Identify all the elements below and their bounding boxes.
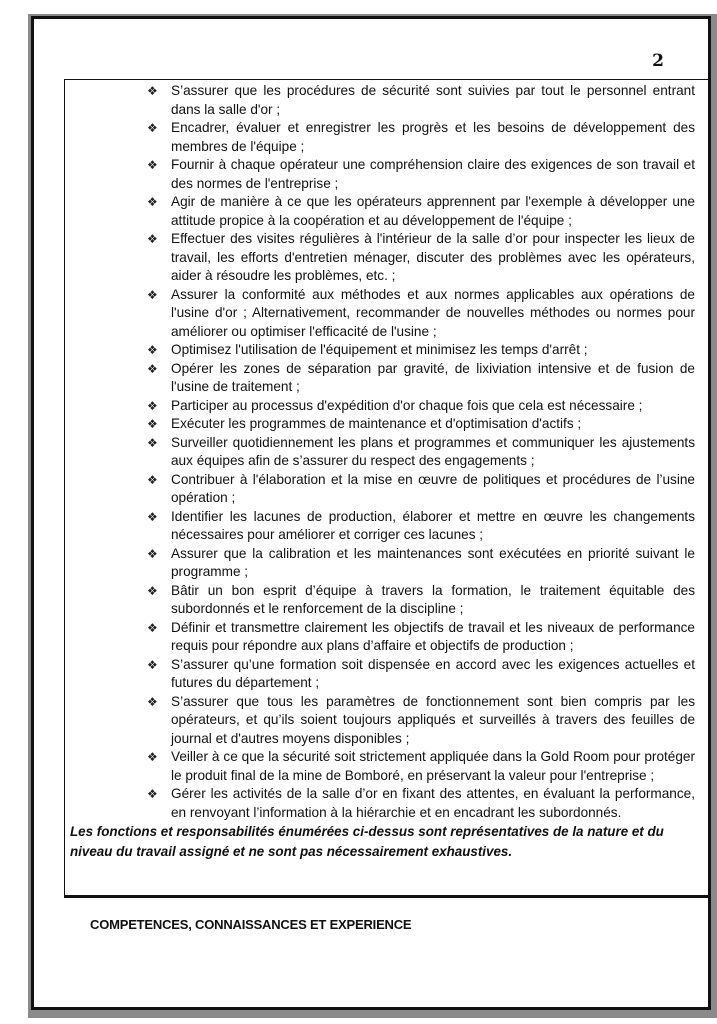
duty-item <box>147 471 695 508</box>
diamond-bullet-icon: ❖ <box>147 343 158 357</box>
diamond-bullet-icon: ❖ <box>147 583 158 598</box>
diamond-bullet-icon: ❖ <box>147 657 158 672</box>
diamond-bullet-icon: ❖ <box>147 232 158 246</box>
duty-item <box>147 286 695 342</box>
duty-item <box>147 545 695 582</box>
duty-text: S’assurer que tous les paramètres de fonctionnement sont bien compris par les opérateurs, et qu’ils soient toujours appliqués et surveillés à travers des feuilles de journal et d'autres moyens disponibles ; <box>171 693 695 746</box>
diamond-bullet-icon: ❖ <box>147 158 158 172</box>
duty-item <box>147 656 695 693</box>
duty-item <box>147 693 695 749</box>
duty-item <box>147 119 695 156</box>
diamond-bullet-icon: ❖ <box>147 361 158 376</box>
duty-text: Opérer les zones de séparation par gravité, de lixiviation intensive et de fusion de l'usine de traitement ; <box>171 360 695 394</box>
duty-text: Exécuter les programmes de maintenance et d'optimisation d'actifs ; <box>171 416 582 431</box>
disclaimer-note: Les fonctions et responsabilités énumérées ci-dessus sont représentatives de la nature et du niveau du travail assigné et ne sont pas nécessairement exhaustives. <box>70 824 664 859</box>
duty-item <box>147 748 695 785</box>
diamond-bullet-icon: ❖ <box>147 472 158 487</box>
duty-text: Agir de manière à ce que les opérateurs apprennent par l'exemple à développer une attitude propice à la coopération et au développement de l'équipe ; <box>171 194 695 228</box>
section-heading: COMPETENCES, CONNAISSANCES ET EXPERIENCE <box>90 917 412 932</box>
duty-text: Optimisez l'utilisation de l'équipement et minimisez les temps d'arrêt ; <box>171 342 588 357</box>
diamond-bullet-icon: ❖ <box>147 195 158 209</box>
duty-text: Surveiller quotidiennement les plans et programmes et communiquer les ajustements aux équipes afin de s’assurer du respect des engagements ; <box>171 434 695 468</box>
responsibilities-box <box>64 79 710 898</box>
duty-text: Gérer les activités de la salle d’or en fixant des attentes, en évaluant la performance, en renvoyant l’information à la hiérarchie et en encadrant les subordonnés. <box>171 786 695 820</box>
diamond-bullet-icon: ❖ <box>147 417 158 431</box>
duty-item <box>147 193 695 230</box>
duty-text: Définir et transmettre clairement les objectifs de travail et les niveaux de performance requis pour répondre aux plans d’affaire et objectifs de production ; <box>171 619 695 653</box>
duty-text: Encadrer, évaluer et enregistrer les progrès et les besoins de développement des membres de l'équipe ; <box>171 120 695 154</box>
diamond-bullet-icon: ❖ <box>147 694 158 709</box>
duty-text: S’assurer qu’une formation soit dispensée en accord avec les exigences actuelles et futures du département ; <box>171 656 695 690</box>
page-frame <box>31 16 711 1010</box>
duty-item <box>147 230 695 286</box>
duty-item <box>147 785 695 822</box>
diamond-bullet-icon: ❖ <box>147 287 158 302</box>
duty-item <box>147 82 695 119</box>
duty-text: Participer au processus d'expédition d'or chaque fois que cela est nécessaire ; <box>171 397 643 413</box>
duty-item <box>147 434 695 471</box>
diamond-bullet-icon: ❖ <box>147 787 158 801</box>
duty-text: Assurer que la calibration et les maintenances sont exécutées en priorité suivant le programme ; <box>171 545 695 579</box>
diamond-bullet-icon: ❖ <box>147 750 158 764</box>
duty-item <box>147 582 695 619</box>
diamond-bullet-icon: ❖ <box>147 398 158 413</box>
diamond-bullet-icon: ❖ <box>147 84 158 98</box>
duty-text: Assurer la conformité aux méthodes et aux normes applicables aux opérations de l'usine d'or ; Alternativement, recommander de nouvelles méthodes ou normes pour améliorer ou optimiser l'efficacité de l'usine ; <box>171 286 695 339</box>
duty-item <box>147 360 695 397</box>
duty-item <box>147 415 695 434</box>
duty-item <box>147 619 695 656</box>
duties-list <box>147 82 695 822</box>
duty-item <box>147 156 695 193</box>
diamond-bullet-icon: ❖ <box>147 509 158 524</box>
duty-text: S’assurer que les procédures de sécurité sont suivies par tout le personnel entrant dans la salle d'or ; <box>171 83 695 117</box>
duty-text: Bâtir un bon esprit d’équipe à travers la formation, le traitement équitable des subordonnés et le renforcement de la discipline ; <box>171 582 695 616</box>
page-number: 2 <box>652 51 664 71</box>
diamond-bullet-icon: ❖ <box>147 546 158 561</box>
duty-text: Veiller à ce que la sécurité soit strictement appliquée dans la Gold Room pour protéger le produit final de la mine de Bomboré, en préservant la valeur pour l'entreprise ; <box>171 749 695 783</box>
duty-text: Effectuer des visites régulières à l'intérieur de la salle d’or pour inspecter les lieux de travail, les efforts d'entretien ménager, discuter des problèmes avec les opérateurs, aider à résoudre les problèmes, etc. ; <box>171 231 695 283</box>
duty-item <box>147 508 695 545</box>
duty-item <box>147 341 695 360</box>
duty-text: Fournir à chaque opérateur une compréhension claire des exigences de son travail et des normes de l'entreprise ; <box>171 157 695 191</box>
duty-item <box>147 397 695 416</box>
duty-text: Contribuer à l'élaboration et la mise en œuvre de politiques et procédures de l’usine opération ; <box>171 471 695 505</box>
diamond-bullet-icon: ❖ <box>147 620 158 635</box>
diamond-bullet-icon: ❖ <box>147 121 158 135</box>
duty-text: Identifier les lacunes de production, élaborer et mettre en œuvre les changements nécessaires pour améliorer et corriger ces lacunes ; <box>171 508 695 542</box>
diamond-bullet-icon: ❖ <box>147 435 158 450</box>
